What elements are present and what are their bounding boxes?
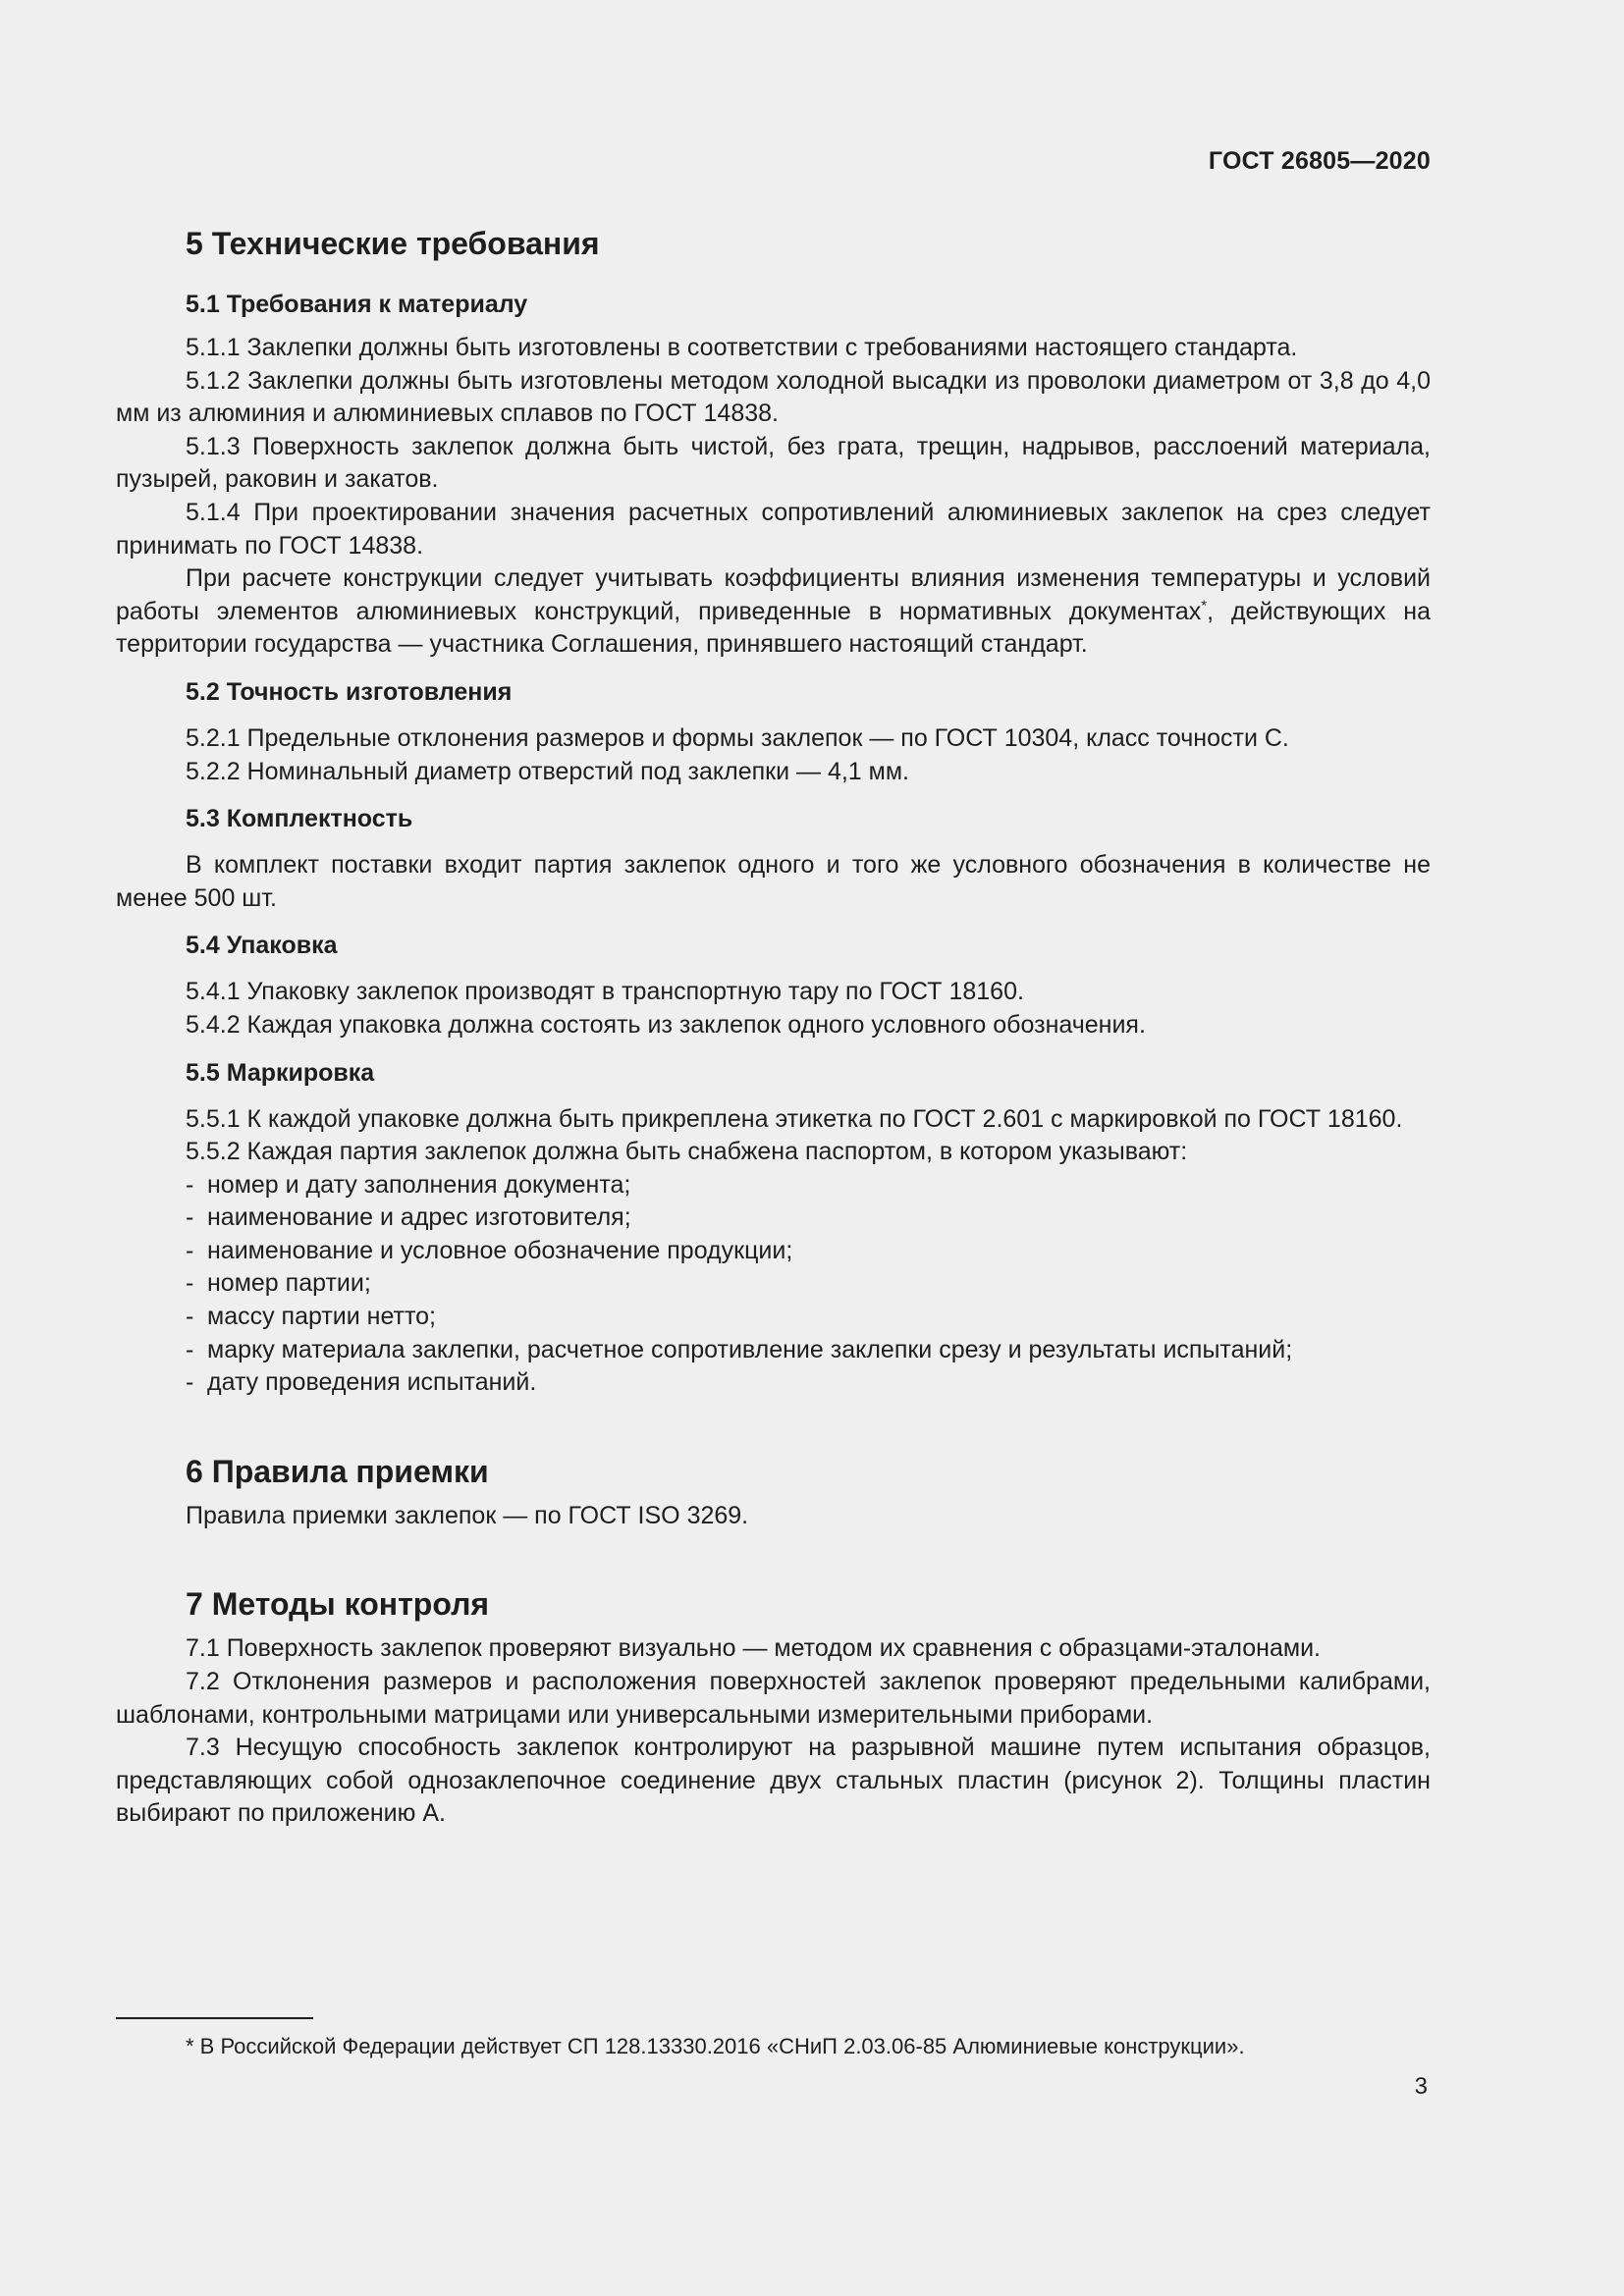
- para-5-4-1: 5.4.1 Упаковку заклепок производят в транспортную тару по ГОСТ 18160.: [186, 978, 1024, 1006]
- list-item: - наименование и условное обозначение продукции;: [116, 1235, 1431, 1268]
- section-6-title: 6 Правила приемки: [186, 1453, 489, 1489]
- para-5-5-2: 5.5.2 Каждая партия заклепок должна быть снабжена паспортом, в котором указывают:: [186, 1138, 1188, 1166]
- list-dash: -: [186, 1303, 194, 1331]
- para-5-1-1: 5.1.1 Заклепки должны быть изготовлены в соответствии с требованиями настоящего стандарта.: [186, 334, 1298, 361]
- list-item: - номер партии;: [116, 1267, 1431, 1301]
- footnote-divider: [116, 2017, 313, 2019]
- para-6: Правила приемки заклепок — по ГОСТ ISO 3269.: [186, 1501, 749, 1529]
- list-item: - марку материала заклепки, расчетное сопротивление заклепки срезу и результаты испытаний;: [116, 1334, 1431, 1367]
- section-5-1-title: 5.1 Требования к материалу: [186, 291, 528, 318]
- para-5-3: В комплект поставки входит партия заклепок одного и того же условного обозначения в количестве не менее 500 шт.: [116, 851, 1431, 912]
- section-5-2-title: 5.2 Точность изготовления: [186, 677, 513, 706]
- para-5-1-4-note-a: При расчете конструкции следует учитывать коэффициенты влияния изменения температуры и условий работы элементов алюминиевых конструкций, приведенные в нормативных документах: [116, 564, 1431, 625]
- para-5-2-2: 5.2.2 Номинальный диаметр отверстий под заклепки — 4,1 мм.: [186, 757, 909, 785]
- para-7-1: 7.1 Поверхность заклепок проверяют визуально — методом их сравнения с образцами-эталонами.: [186, 1634, 1321, 1663]
- list-item: - массу партии нетто;: [116, 1301, 1431, 1334]
- para-7-3: 7.3 Несущую способность заклепок контролируют на разрывной машине путем испытания образцов, представляющих собой однозаклепочное соединение двух стальных пластин (рисунок 2). Толщины пластин выбирают по приложению А.: [116, 1734, 1431, 1828]
- section-5-4-title: 5.4 Упаковка: [186, 932, 338, 960]
- passport-list: [116, 1169, 1431, 1400]
- section-5-3-title: 5.3 Комплектность: [186, 805, 413, 833]
- footnote-mark: *: [1201, 597, 1208, 614]
- list-dash: -: [186, 1269, 194, 1298]
- para-5-1-2: 5.1.2 Заклепки должны быть изготовлены методом холодной высадки из проволоки диаметром от 3,8 до 4,0 мм из алюминия и алюминиевых сплавов по ГОСТ 14838.: [116, 366, 1431, 428]
- para-5-1-4-note: [116, 562, 1431, 662]
- document-header: ГОСТ 26805—2020: [1208, 147, 1431, 175]
- document-body: [116, 221, 1431, 1831]
- para-7-2: 7.2 Отклонения размеров и расположения поверхностей заклепок проверяют предельными калибрами, шаблонами, контрольными матрицами или универсальными измерительными приборами.: [116, 1668, 1431, 1729]
- para-5-5-1: 5.5.1 К каждой упаковке должна быть прикреплена этикетка по ГОСТ 2.601 с маркировкой по ГОСТ 18160.: [186, 1104, 1403, 1133]
- list-item: - номер и дату заполнения документа;: [116, 1169, 1431, 1202]
- section-5-title: 5 Технические требования: [186, 226, 600, 261]
- list-dash: -: [186, 1335, 194, 1363]
- page-number: 3: [1414, 2073, 1428, 2100]
- section-5-5-title: 5.5 Маркировка: [186, 1058, 375, 1087]
- footnote: * В Российской Федерации действует СП 128.13330.2016 «СНиП 2.03.06-85 Алюминиевые конструкции».: [186, 2034, 1245, 2058]
- list-item: - наименование и адрес изготовителя;: [116, 1201, 1431, 1235]
- list-dash: -: [186, 1236, 194, 1264]
- para-5-2-1: 5.2.1 Предельные отклонения размеров и формы заклепок — по ГОСТ 10304, класс точности С.: [186, 723, 1289, 752]
- para-5-4-2: 5.4.2 Каждая упаковка должна состоять из заклепок одного условного обозначения.: [186, 1010, 1146, 1039]
- list-dash: -: [186, 1203, 194, 1232]
- para-5-1-3: 5.1.3 Поверхность заклепок должна быть чистой, без грата, трещин, надрывов, расслоений материала, пузырей, раковин и закатов.: [116, 432, 1431, 494]
- list-dash: -: [186, 1170, 194, 1199]
- para-5-1-4-note-b: , действующих на территории государства — участника Соглашения, принявшего настоящий стандарт.: [116, 597, 1431, 659]
- list-item: - дату проведения испытаний.: [116, 1366, 1431, 1400]
- section-7-title: 7 Методы контроля: [186, 1586, 490, 1623]
- para-5-1-4: 5.1.4 При проектировании значения расчетных сопротивлений алюминиевых заклепок на срез следует принимать по ГОСТ 14838.: [116, 498, 1431, 560]
- list-dash: -: [186, 1368, 194, 1397]
